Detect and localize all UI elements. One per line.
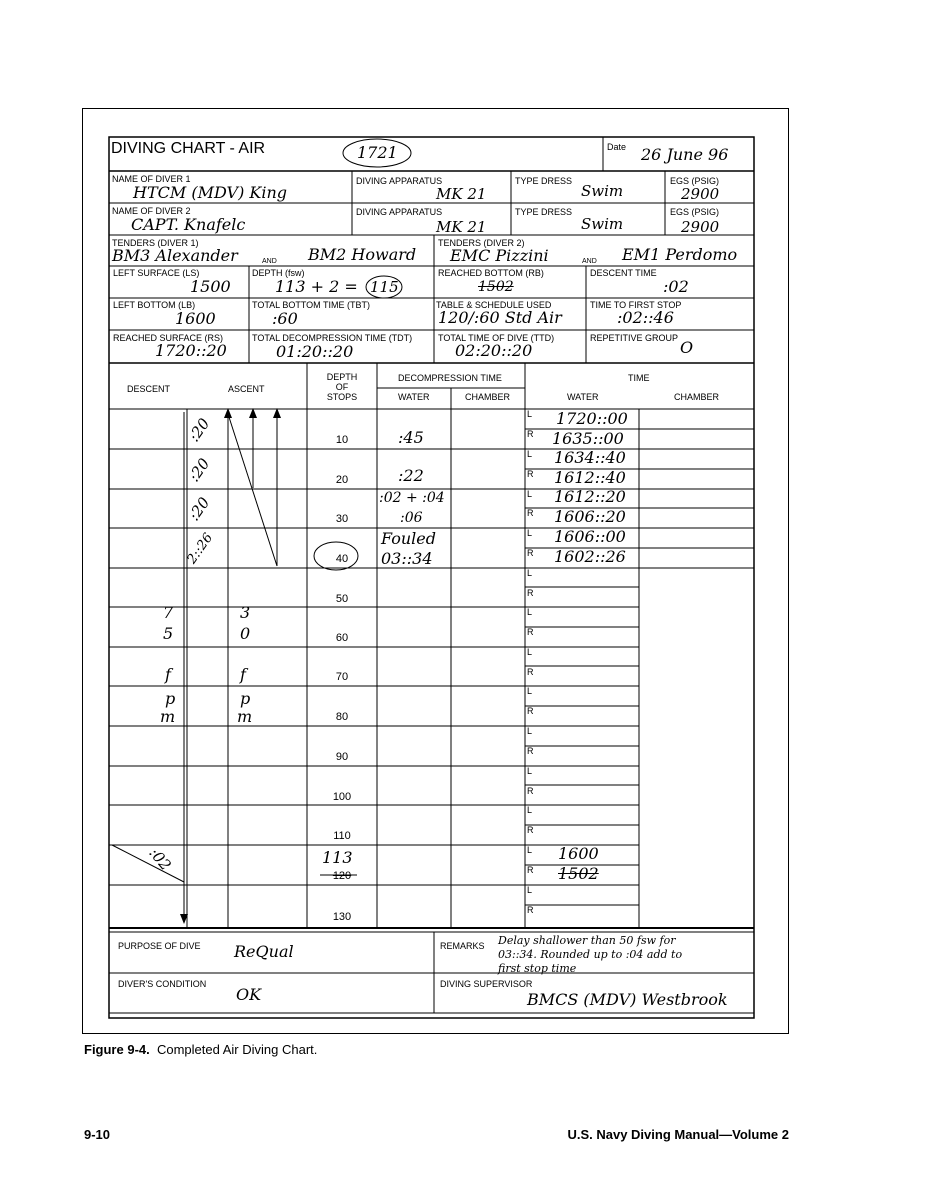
- remarks-line-1: Delay shallower than 50 fsw for: [498, 934, 676, 947]
- decomp-10: :45: [398, 428, 424, 447]
- r-mark-2: R: [527, 469, 534, 479]
- decomp-20: :22: [398, 466, 424, 485]
- manual-title: U.S. Navy Diving Manual—Volume 2: [567, 1127, 789, 1142]
- depth-50: 50: [335, 593, 349, 605]
- r-mark-1: R: [527, 429, 534, 439]
- diver2-apparatus-label: DIVING APPARATUS: [356, 207, 443, 217]
- time-r-12: 1502: [558, 864, 599, 883]
- lb-value: 1600: [175, 309, 216, 328]
- diver1-name-label: NAME OF DIVER 1: [112, 174, 191, 184]
- depth-value-b: 115: [370, 278, 399, 296]
- remarks-line-2: 03::34. Rounded up to :04 add to: [498, 948, 683, 961]
- l-mark-10: L: [527, 766, 533, 776]
- depth-10: 10: [335, 434, 349, 446]
- tenders-and-1: AND: [262, 258, 277, 265]
- tender1a: BM3 Alexander: [112, 246, 238, 265]
- time-r-2: 1612::40: [554, 468, 626, 487]
- depth-30: 30: [335, 513, 349, 525]
- time-l-1: 1720::00: [556, 409, 628, 428]
- descent-value: :02: [663, 277, 689, 296]
- l-mark-13: L: [527, 885, 533, 895]
- l-mark-5: L: [527, 568, 533, 578]
- hdr-depth: DEPTH OF STOPS: [326, 372, 358, 402]
- diver2-name-label: NAME OF DIVER 2: [112, 206, 191, 216]
- hdr-water: WATER: [398, 392, 430, 402]
- ascent-mark-20: :20: [184, 454, 214, 486]
- r-mark-6: R: [527, 627, 534, 637]
- condition-label: DIVER'S CONDITION: [118, 979, 207, 989]
- ttd-value: 02:20::20: [455, 341, 533, 360]
- diver2-apparatus: MK 21: [436, 218, 487, 236]
- form-border: [109, 137, 754, 1018]
- tfs-value: :02::46: [617, 308, 674, 327]
- depth-label: DEPTH (fsw): [252, 268, 305, 278]
- diver2-dress: Swim: [581, 215, 624, 233]
- r-mark-12: R: [527, 865, 534, 875]
- tfs-label: TIME TO FIRST STOP: [590, 300, 682, 310]
- rb-label: REACHED BOTTOM (RB): [438, 268, 544, 278]
- hdr-ascent: ASCENT: [228, 384, 265, 394]
- decomp-30b: :06: [400, 510, 423, 526]
- ttd-label: TOTAL TIME OF DIVE (TTD): [438, 333, 555, 343]
- ascent-mark-40: 2::26: [184, 530, 217, 567]
- time-r-3: 1606::20: [554, 507, 626, 526]
- caption-label: Figure 9-4.: [84, 1042, 150, 1057]
- descent-label: DESCENT TIME: [590, 268, 657, 278]
- l-mark-3: L: [527, 489, 533, 499]
- time-l-12: 1600: [558, 844, 599, 863]
- caption-text: Completed Air Diving Chart.: [156, 1042, 318, 1057]
- depth-20: 20: [335, 474, 349, 486]
- r-mark-13: R: [527, 905, 534, 915]
- ascent-mark-10: :20: [184, 414, 214, 446]
- diver1-egs: 2900: [681, 185, 720, 203]
- depth-60: 60: [335, 632, 349, 644]
- r-mark-4: R: [527, 548, 534, 558]
- l-mark-9: L: [527, 726, 533, 736]
- figure-caption: [84, 1042, 317, 1057]
- diver1-dress-label: TYPE DRESS: [515, 176, 573, 186]
- tender1b: BM2 Howard: [308, 245, 417, 264]
- diver1-dress: Swim: [581, 182, 624, 200]
- diver1-egs-label: EGS (PSIG): [670, 176, 720, 186]
- l-mark-7: L: [527, 647, 533, 657]
- diver2-egs-label: EGS (PSIG): [670, 207, 720, 217]
- ascent-rate-2: 0: [240, 624, 251, 643]
- depth-110: 110: [333, 830, 351, 842]
- depth-130: 130: [332, 911, 352, 923]
- date-value: 26 June 96: [641, 145, 729, 164]
- tdt-label: TOTAL DECOMPRESSION TIME (TDT): [252, 333, 413, 343]
- rs-value: 1720::20: [155, 341, 227, 360]
- hdr-time-water: WATER: [567, 392, 599, 402]
- depth-100: 100: [332, 791, 352, 803]
- ls-label: LEFT SURFACE (LS): [113, 268, 200, 278]
- descent-rate-2: 5: [163, 624, 174, 643]
- ascent-rate-1: 3: [240, 603, 251, 622]
- lb-label: LEFT BOTTOM (LB): [113, 300, 196, 310]
- r-mark-5: R: [527, 588, 534, 598]
- rg-value: O: [680, 338, 694, 357]
- hdr-chamber: CHAMBER: [465, 392, 511, 402]
- r-mark-11: R: [527, 825, 534, 835]
- descent-rate-5: m: [160, 707, 176, 726]
- diver2-name: CAPT. Knafelc: [131, 215, 246, 234]
- rg-label: REPETITIVE GROUP: [590, 333, 679, 343]
- diver2-dress-label: TYPE DRESS: [515, 207, 573, 217]
- l-mark-12: L: [527, 845, 533, 855]
- hdr-descent: DESCENT: [127, 384, 171, 394]
- purpose-label: PURPOSE OF DIVE: [118, 941, 201, 951]
- hdr-time-chamber: CHAMBER: [674, 392, 720, 402]
- r-mark-10: R: [527, 786, 534, 796]
- diver1-apparatus: MK 21: [436, 185, 487, 203]
- chart-number: 1721: [357, 143, 398, 162]
- depth-70: 70: [335, 671, 349, 683]
- hdr-time: TIME: [628, 373, 650, 383]
- r-mark-9: R: [527, 746, 534, 756]
- remarks-line-3: first stop time: [498, 962, 577, 975]
- l-mark-11: L: [527, 805, 533, 815]
- time-l-4: 1606::00: [554, 527, 626, 546]
- table-value: 120/:60 Std Air: [438, 308, 562, 327]
- time-l-2: 1634::40: [554, 448, 626, 467]
- l-mark-8: L: [527, 686, 533, 696]
- decomp-40b: 03::34: [381, 549, 433, 568]
- l-mark-4: L: [527, 528, 533, 538]
- depth-80: 80: [335, 711, 349, 723]
- table-label: TABLE & SCHEDULE USED: [436, 300, 552, 310]
- decomp-30a: :02 + :04: [379, 490, 445, 506]
- supervisor-label: DIVING SUPERVISOR: [440, 979, 533, 989]
- descent-rate-1: 7: [163, 603, 174, 622]
- ls-value: 1500: [190, 277, 231, 296]
- supervisor-value: BMCS (MDV) Westbrook: [527, 990, 728, 1009]
- remarks-label: REMARKS: [440, 941, 485, 951]
- r-mark-8: R: [527, 706, 534, 716]
- decomp-40a: Fouled: [381, 529, 436, 548]
- hdr-decomp: DECOMPRESSION TIME: [398, 373, 502, 383]
- diver2-egs: 2900: [681, 218, 720, 236]
- condition-value: OK: [236, 985, 262, 1004]
- time-r-4: 1602::26: [554, 547, 626, 566]
- rb-value: 1502: [478, 279, 514, 295]
- depth-113: 113: [322, 848, 353, 867]
- tbt-value: :60: [272, 309, 298, 328]
- r-mark-7: R: [527, 667, 534, 677]
- ascent-mark-30: :20: [184, 493, 214, 525]
- tdt-value: 01:20::20: [276, 342, 354, 361]
- depth-120: 120: [332, 870, 352, 882]
- ascent-rate-5: m: [237, 707, 253, 726]
- tenders-diver1-label: TENDERS (DIVER 1): [112, 238, 199, 248]
- descent-rate-3: f: [165, 665, 171, 684]
- descent-rate-4: p: [165, 689, 176, 708]
- tender2a: EMC Pizzini: [450, 246, 549, 265]
- rs-label: REACHED SURFACE (RS): [113, 333, 224, 343]
- l-mark-6: L: [527, 607, 533, 617]
- r-mark-3: R: [527, 508, 534, 518]
- time-r-1: 1635::00: [552, 429, 624, 448]
- tenders-diver2-label: TENDERS (DIVER 2): [438, 238, 525, 248]
- tbt-label: TOTAL BOTTOM TIME (TBT): [252, 300, 371, 310]
- depth-40: 40: [335, 553, 349, 565]
- l-mark-1: L: [527, 409, 533, 419]
- diver1-apparatus-label: DIVING APPARATUS: [356, 176, 443, 186]
- date-label: Date: [607, 142, 627, 152]
- depth-90: 90: [335, 751, 349, 763]
- purpose-value: ReQual: [234, 942, 294, 961]
- diver1-name: HTCM (MDV) King: [133, 183, 288, 202]
- page-number: 9-10: [84, 1127, 111, 1142]
- l-mark-2: L: [527, 449, 533, 459]
- time-l-3: 1612::20: [554, 487, 626, 506]
- form-title: DIVING CHART - AIR: [111, 140, 266, 157]
- ascent-rate-3: f: [240, 665, 246, 684]
- descent-mark: :02: [145, 843, 175, 875]
- ascent-rate-4: p: [240, 689, 251, 708]
- depth-value-a: 113 + 2 =: [275, 277, 358, 296]
- tender2b: EM1 Perdomo: [622, 245, 738, 264]
- tenders-and-2: AND: [582, 258, 597, 265]
